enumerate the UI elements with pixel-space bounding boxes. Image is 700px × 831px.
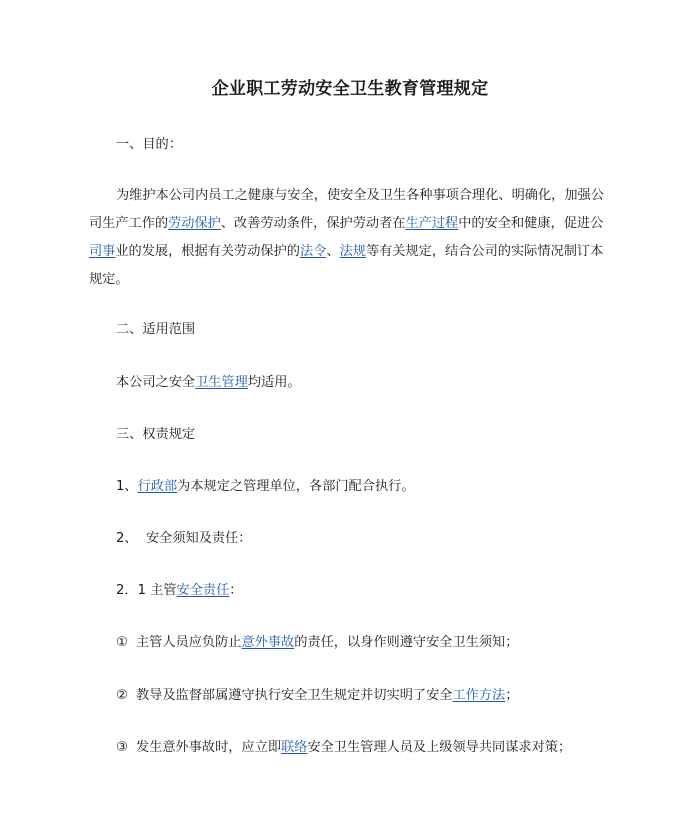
link-decrees[interactable]: 法令 [300, 244, 327, 259]
link-admin-dept[interactable]: 行政部 [137, 479, 178, 494]
link-work-method[interactable]: 工作方法 [452, 688, 506, 703]
link-safety-responsibility[interactable]: 安全责任 [176, 583, 230, 598]
document-title: 企业职工劳动安全卫生教育管理规定 [211, 79, 489, 99]
sub-item-3: ③ 发生意外事故时，应立即联络安全卫生管理人员及上级领导共同谋求对策； [116, 734, 571, 762]
sub-item-2: ② 教导及监督部属遵守执行安全卫生规定并切实明了安全工作方法； [116, 682, 518, 710]
purpose-line-2: 司生产工作的劳动保护、改善劳动条件，保护劳动者在生产过程中的安全和健康，促进公 [89, 216, 604, 231]
scope-text: 本公司之安全卫生管理均适用。 [116, 375, 301, 390]
purpose-line-3: 司事业的发展，根据有关劳动保护的法令、法规等有关规定，结合公司的实际情况制订本 [89, 244, 604, 259]
link-regulations[interactable]: 法规 [339, 244, 366, 259]
purpose-heading: 一、目的： [116, 137, 182, 152]
link-labor-protection[interactable]: 劳动保护 [168, 216, 221, 231]
link-accident[interactable]: 意外事故 [241, 635, 295, 650]
marker-circled-2: ② [116, 688, 128, 703]
duty-item-2: 2、 安全须知及责任： [116, 531, 252, 546]
duty-item-2-1: 2．1 主管安全责任： [116, 583, 243, 598]
duty-item-1: 1、行政部为本规定之管理单位，各部门配合执行。 [116, 479, 415, 494]
scope-heading: 二、适用范围 [116, 322, 196, 337]
marker-circled-3: ③ [116, 740, 128, 755]
marker-circled-1: ① [116, 635, 128, 650]
link-production-process[interactable]: 生产过程 [405, 216, 459, 231]
duties-heading: 三、权责规定 [116, 427, 196, 442]
link-contact[interactable]: 联络 [281, 740, 308, 755]
purpose-line-4: 规定。 [89, 272, 129, 287]
link-company-affairs[interactable]: 司事 [89, 244, 116, 259]
link-hygiene-management[interactable]: 卫生管理 [195, 375, 248, 390]
purpose-paragraph [89, 182, 614, 294]
sub-item-1: ① 主管人员应负防止意外事故的责任，以身作则遵守安全卫生须知； [116, 629, 518, 657]
purpose-line-1: 为维护本公司内员工之健康与安全，使安全及卫生各种事项合理化、明确化，加强公 [116, 188, 604, 203]
